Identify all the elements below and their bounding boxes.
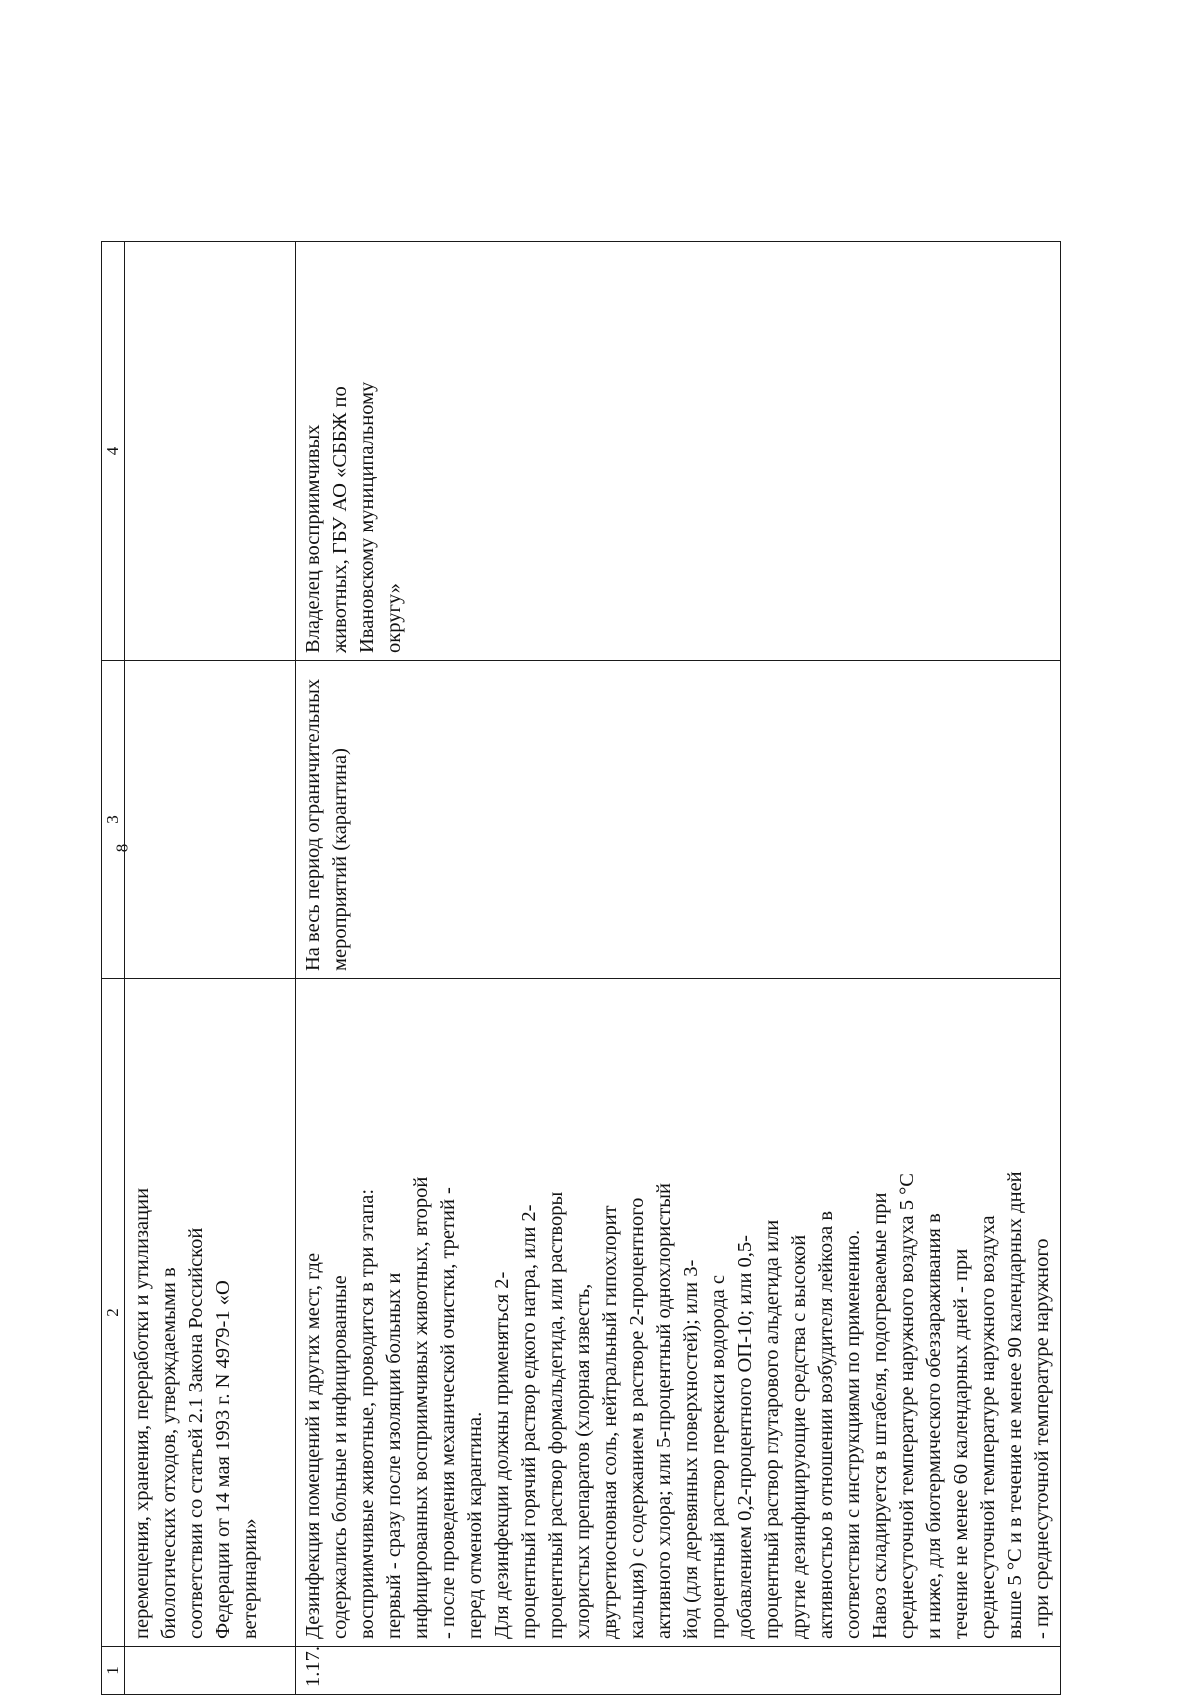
page-number: 8 [112, 843, 132, 853]
period-text [124, 661, 295, 979]
column-header-4: 4 [101, 242, 124, 661]
measure-text: перемещения, хранения, переработки и утилизации биологических отходов, утверждаемыми в соответствии со статьей 2.1 Закона Российской Федерации от 14 мая 1993 г. N 4979-1 «О ветеринарии» [124, 979, 295, 1647]
row-number [124, 1647, 295, 1695]
measure-text: Дезинфекция помещений и других мест, где содержались больные и инфицированные восприимчивые животные, проводится в три этапа: первый - сразу после изоляции больных и инфицированных восприимчивых животных, второй - после проведения механической очистки, третий - перед отменой карантина. Для дезинфекции должны применяться 2- процентный горячий раствор едкого натра, или 2- процентный раствор формальдегида, или растворы хлористых препаратов (хлорная известь, двутретиосновная соль, нейтральный гипохлорит кальция) с содержанием в растворе 2-процентного активного хлора; или 5-процентный однохлористый йод (для деревянных поверхностей); или 3- процентный раствор перекиси водорода с добавлением 0,2-процентного ОП-10; или 0,5- процентный раствор глутарового альдегида или другие дезинфицирующие средства с высокой активностью в отношении возбудителя лейкоза в соответствии с инструкциями по применению. Навоз складируется в штабеля, подогреваемые при среднесуточной температуре наружного воздуха 5 °С и ниже, для биотермического обеззараживания в течение не менее 60 календарных дней - при среднесуточной температуре наружного воздуха выше 5 °С и в течение не менее 90 календарных дней - при среднесуточной температуре наружного [295, 979, 1060, 1647]
column-header-1: 1 [101, 1647, 124, 1695]
table-header-row [101, 242, 124, 1695]
table-row [295, 242, 1060, 1695]
column-header-3: 3 [101, 661, 124, 979]
period-text: На весь период ограничительных мероприятий (карантина) [295, 661, 1060, 979]
measures-table [101, 241, 1061, 1695]
table-row [124, 242, 295, 1695]
row-number: 1.17. [295, 1647, 1060, 1695]
responsible-text: Владелец восприимчивых животных, ГБУ АО «СББЖ по Ивановскому муниципальному округу» [295, 242, 1060, 661]
column-header-2: 2 [101, 979, 124, 1647]
responsible-text [124, 242, 295, 661]
